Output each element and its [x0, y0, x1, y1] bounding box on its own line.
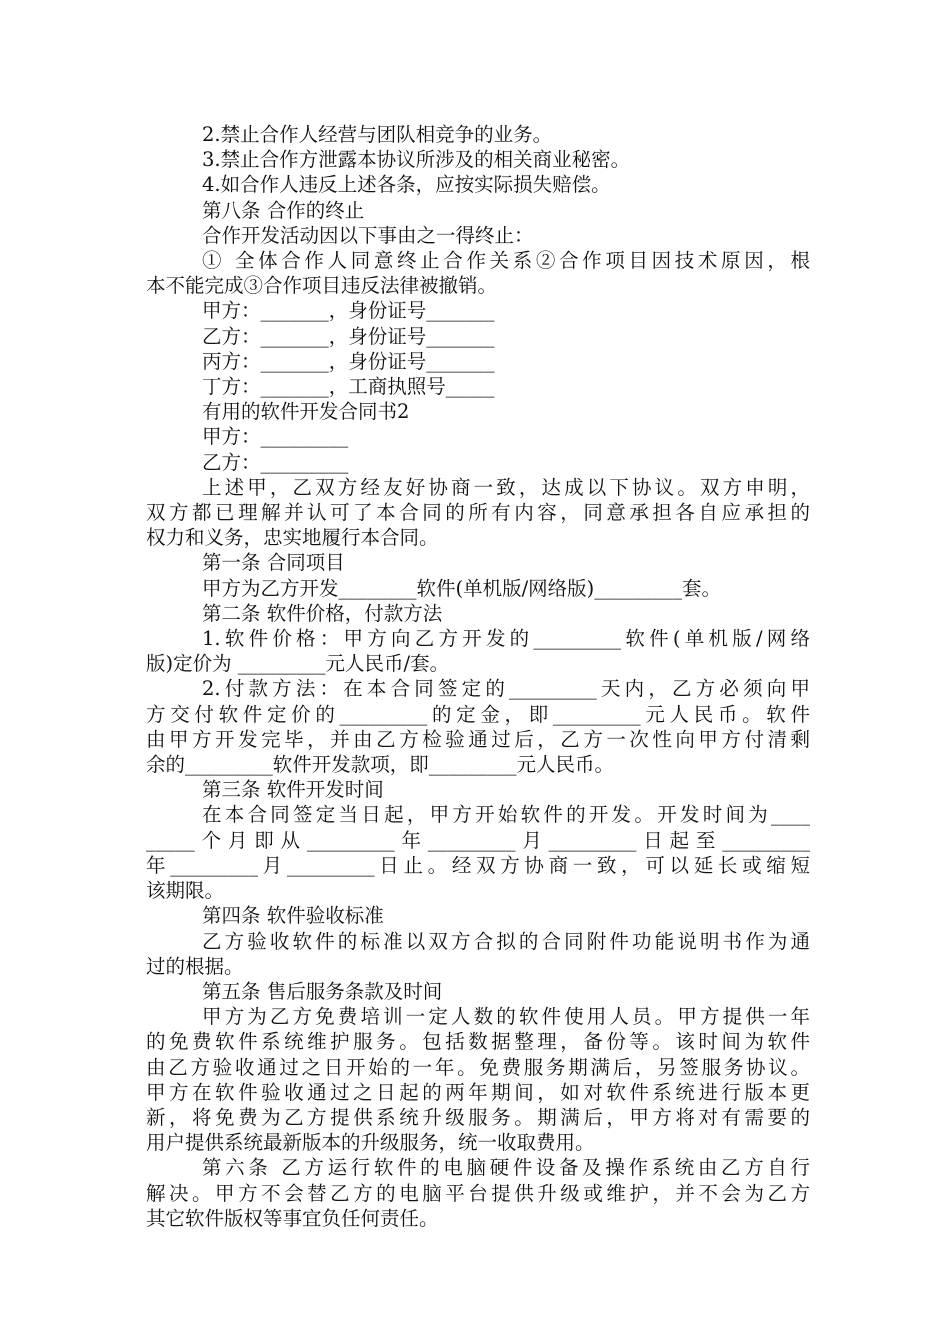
text-line: 第三条 软件开发时间: [202, 778, 384, 802]
text-line: 第四条 软件验收标准: [202, 904, 384, 928]
document-body: [146, 122, 810, 1231]
text-line: 其它软件版权等事宜负任何责任。: [146, 1206, 439, 1230]
text-line: 双方都已理解并认可了本合同的所有内容，同意承担各自应承担的: [146, 501, 810, 525]
text-line: 方交付软件定价的_________的定金，即_________元人民币。软件: [146, 702, 810, 726]
text-line: 第六条 乙方运行软件的电脑硬件设备及操作系统由乙方自行: [202, 1156, 810, 1180]
text-line: 本不能完成③合作项目违反法律被撤销。: [146, 274, 498, 298]
text-line: 合作开发活动因以下事由之一得终止：: [202, 223, 534, 247]
text-line: 第二条 软件价格，付款方法: [202, 601, 443, 625]
text-line: 丙方：_______，身份证号_______: [202, 349, 495, 373]
text-line: 2.禁止合作人经营与团队相竞争的业务。: [202, 123, 553, 146]
text-line: 2.付款方法：在本合同签定的_________天内，乙方必须向甲: [202, 677, 810, 701]
document-page: [146, 122, 810, 1231]
text-line: 乙方：_________: [202, 450, 349, 474]
text-line: 甲方在软件验收通过之日起的两年期间，如对软件系统进行版本更: [146, 1080, 810, 1104]
text-line: 第一条 合同项目: [202, 551, 345, 575]
text-line: 由乙方验收通过之日开始的一年。免费服务期满后，另签服务协议。: [146, 1055, 810, 1079]
text-line: 第八条 合作的终止: [202, 198, 365, 222]
text-line: 由甲方开发完毕，并由乙方检验通过后，乙方一次性向甲方付清剩: [146, 727, 810, 751]
text-line: 甲方为乙方开发________软件(单机版/网络版)_________套。: [202, 576, 722, 600]
text-line: 上述甲，乙双方经友好协商一致，达成以下协议。双方申明，: [202, 475, 810, 499]
text-line: 用户提供系统最新版本的升级服务，统一收取费用。: [146, 1131, 595, 1155]
text-line: 权力和义务，忠实地履行本合同。: [146, 526, 439, 550]
text-line: 有用的软件开发合同书2: [202, 400, 410, 424]
text-line: 1.软件价格：甲方向乙方开发的_________软件(单机版/网络: [202, 627, 810, 651]
text-line: 甲方为乙方免费培训一定人数的软件使用人员。甲方提供一年: [202, 1005, 810, 1029]
text-line: 年_________月_________日止。经双方协商一致，可以延长或缩短: [146, 853, 810, 877]
text-line: _____个月即从_________年_________月_________日起至_________: [146, 828, 810, 852]
text-line: 在本合同签定当日起，甲方开始软件的开发。开发时间为____: [202, 803, 810, 827]
text-line: 甲方：_________: [202, 425, 349, 449]
text-line: 乙方：_______，身份证号_______: [202, 324, 495, 348]
text-line: 丁方：_______，工商执照号_____: [202, 375, 495, 399]
text-line: 乙方验收软件的标准以双方合拟的合同附件功能说明书作为通: [202, 929, 810, 953]
text-line: 新，将免费为乙方提供系统升级服务。期满后，甲方将对有需要的: [146, 1105, 810, 1129]
text-line: 版)定价为 _________元人民币/套。: [146, 652, 450, 676]
text-line: 过的根据。: [146, 954, 244, 978]
text-line: 余的_________软件开发款项，即_________元人民币。: [146, 753, 615, 777]
text-line: 甲方：_______，身份证号_______: [202, 299, 495, 323]
text-line: 4.如合作人违反上述各条，应按实际损失赔偿。: [202, 173, 611, 197]
text-line: 的免费软件系统维护服务。包括数据整理，备份等。该时间为软件: [146, 1030, 810, 1054]
text-line: 该期限。: [146, 879, 225, 903]
text-line: 3.禁止合作方泄露本协议所涉及的相关商业秘密。: [202, 148, 631, 172]
text-line: 解决。甲方不会替乙方的电脑平台提供升级或维护，并不会为乙方: [146, 1181, 810, 1205]
text-line: ① 全体合作人同意终止合作关系②合作项目因技术原因，根: [202, 249, 810, 273]
text-line: 第五条 售后服务条款及时间: [202, 979, 443, 1003]
